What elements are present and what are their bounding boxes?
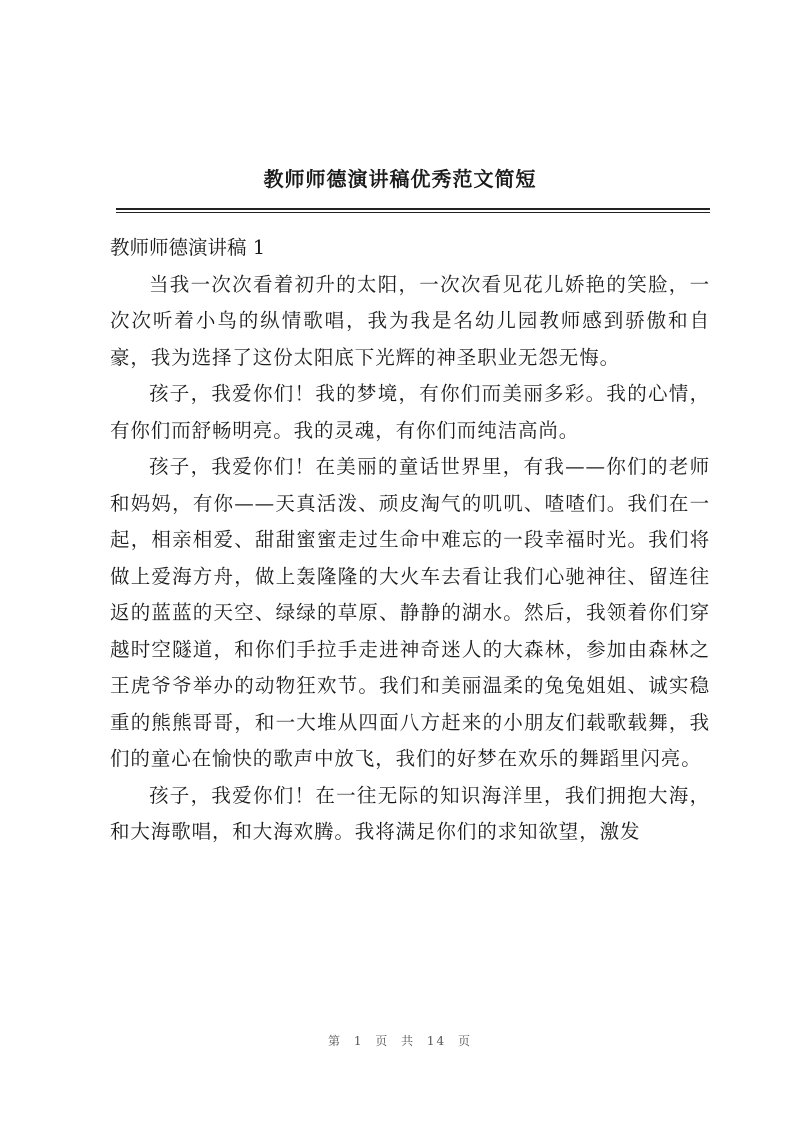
paragraph-3: 孩子，我爱你们！在美丽的童话世界里，有我——你们的老师和妈妈，有你——天真活泼、顽皮淘气的叽叽、喳喳们。我们在一起，相亲相爱、甜甜蜜蜜走过生命中难忘的一段幸福时光。我们将做上爱海方舟，做上轰隆隆的大火车去看让我们心驰神往、留连往返的蓝蓝的天空、绿绿的草原、静静的湖水。然后，我领着你们穿越时空隧道，和你们手拉手走进神奇迷人的大森林，参加由森林之王虎爷爷举办的动物狂欢节。我们和美丽温柔的兔兔姐姐、诚实稳重的熊熊哥哥，和一大堆从四面八方赶来的小朋友们载歌载舞，我们的童心在愉快的歌声中放飞，我们的好梦在欢乐的舞蹈里闪亮。 xyxy=(110,455,710,770)
document-body xyxy=(110,230,710,851)
document-title: 教师师德演讲稿优秀范文简短 xyxy=(263,167,537,191)
paragraph-4: 孩子，我爱你们！在一往无际的知识海洋里，我们拥抱大海，和大海歌唱，和大海欢腾。我将满足你们的求知欲望，激发 xyxy=(110,783,710,843)
paragraph-2: 孩子，我爱你们！我的梦境，有你们而美丽多彩。我的心情，有你们而舒畅明亮。我的灵魂，有你们而纯洁高尚。 xyxy=(110,382,710,442)
section-heading: 教师师德演讲稿 1 xyxy=(110,236,266,259)
page-number-footer: 第 1 页 共 14 页 xyxy=(328,1034,472,1048)
title-divider xyxy=(116,208,710,213)
paragraph-1: 当我一次次看着初升的太阳，一次次看见花儿娇艳的笑脸，一次次听着小鸟的纵情歌唱，我为我是名幼儿园教师感到骄傲和自豪，我为选择了这份太阳底下光辉的神圣职业无怨无悔。 xyxy=(110,272,710,369)
